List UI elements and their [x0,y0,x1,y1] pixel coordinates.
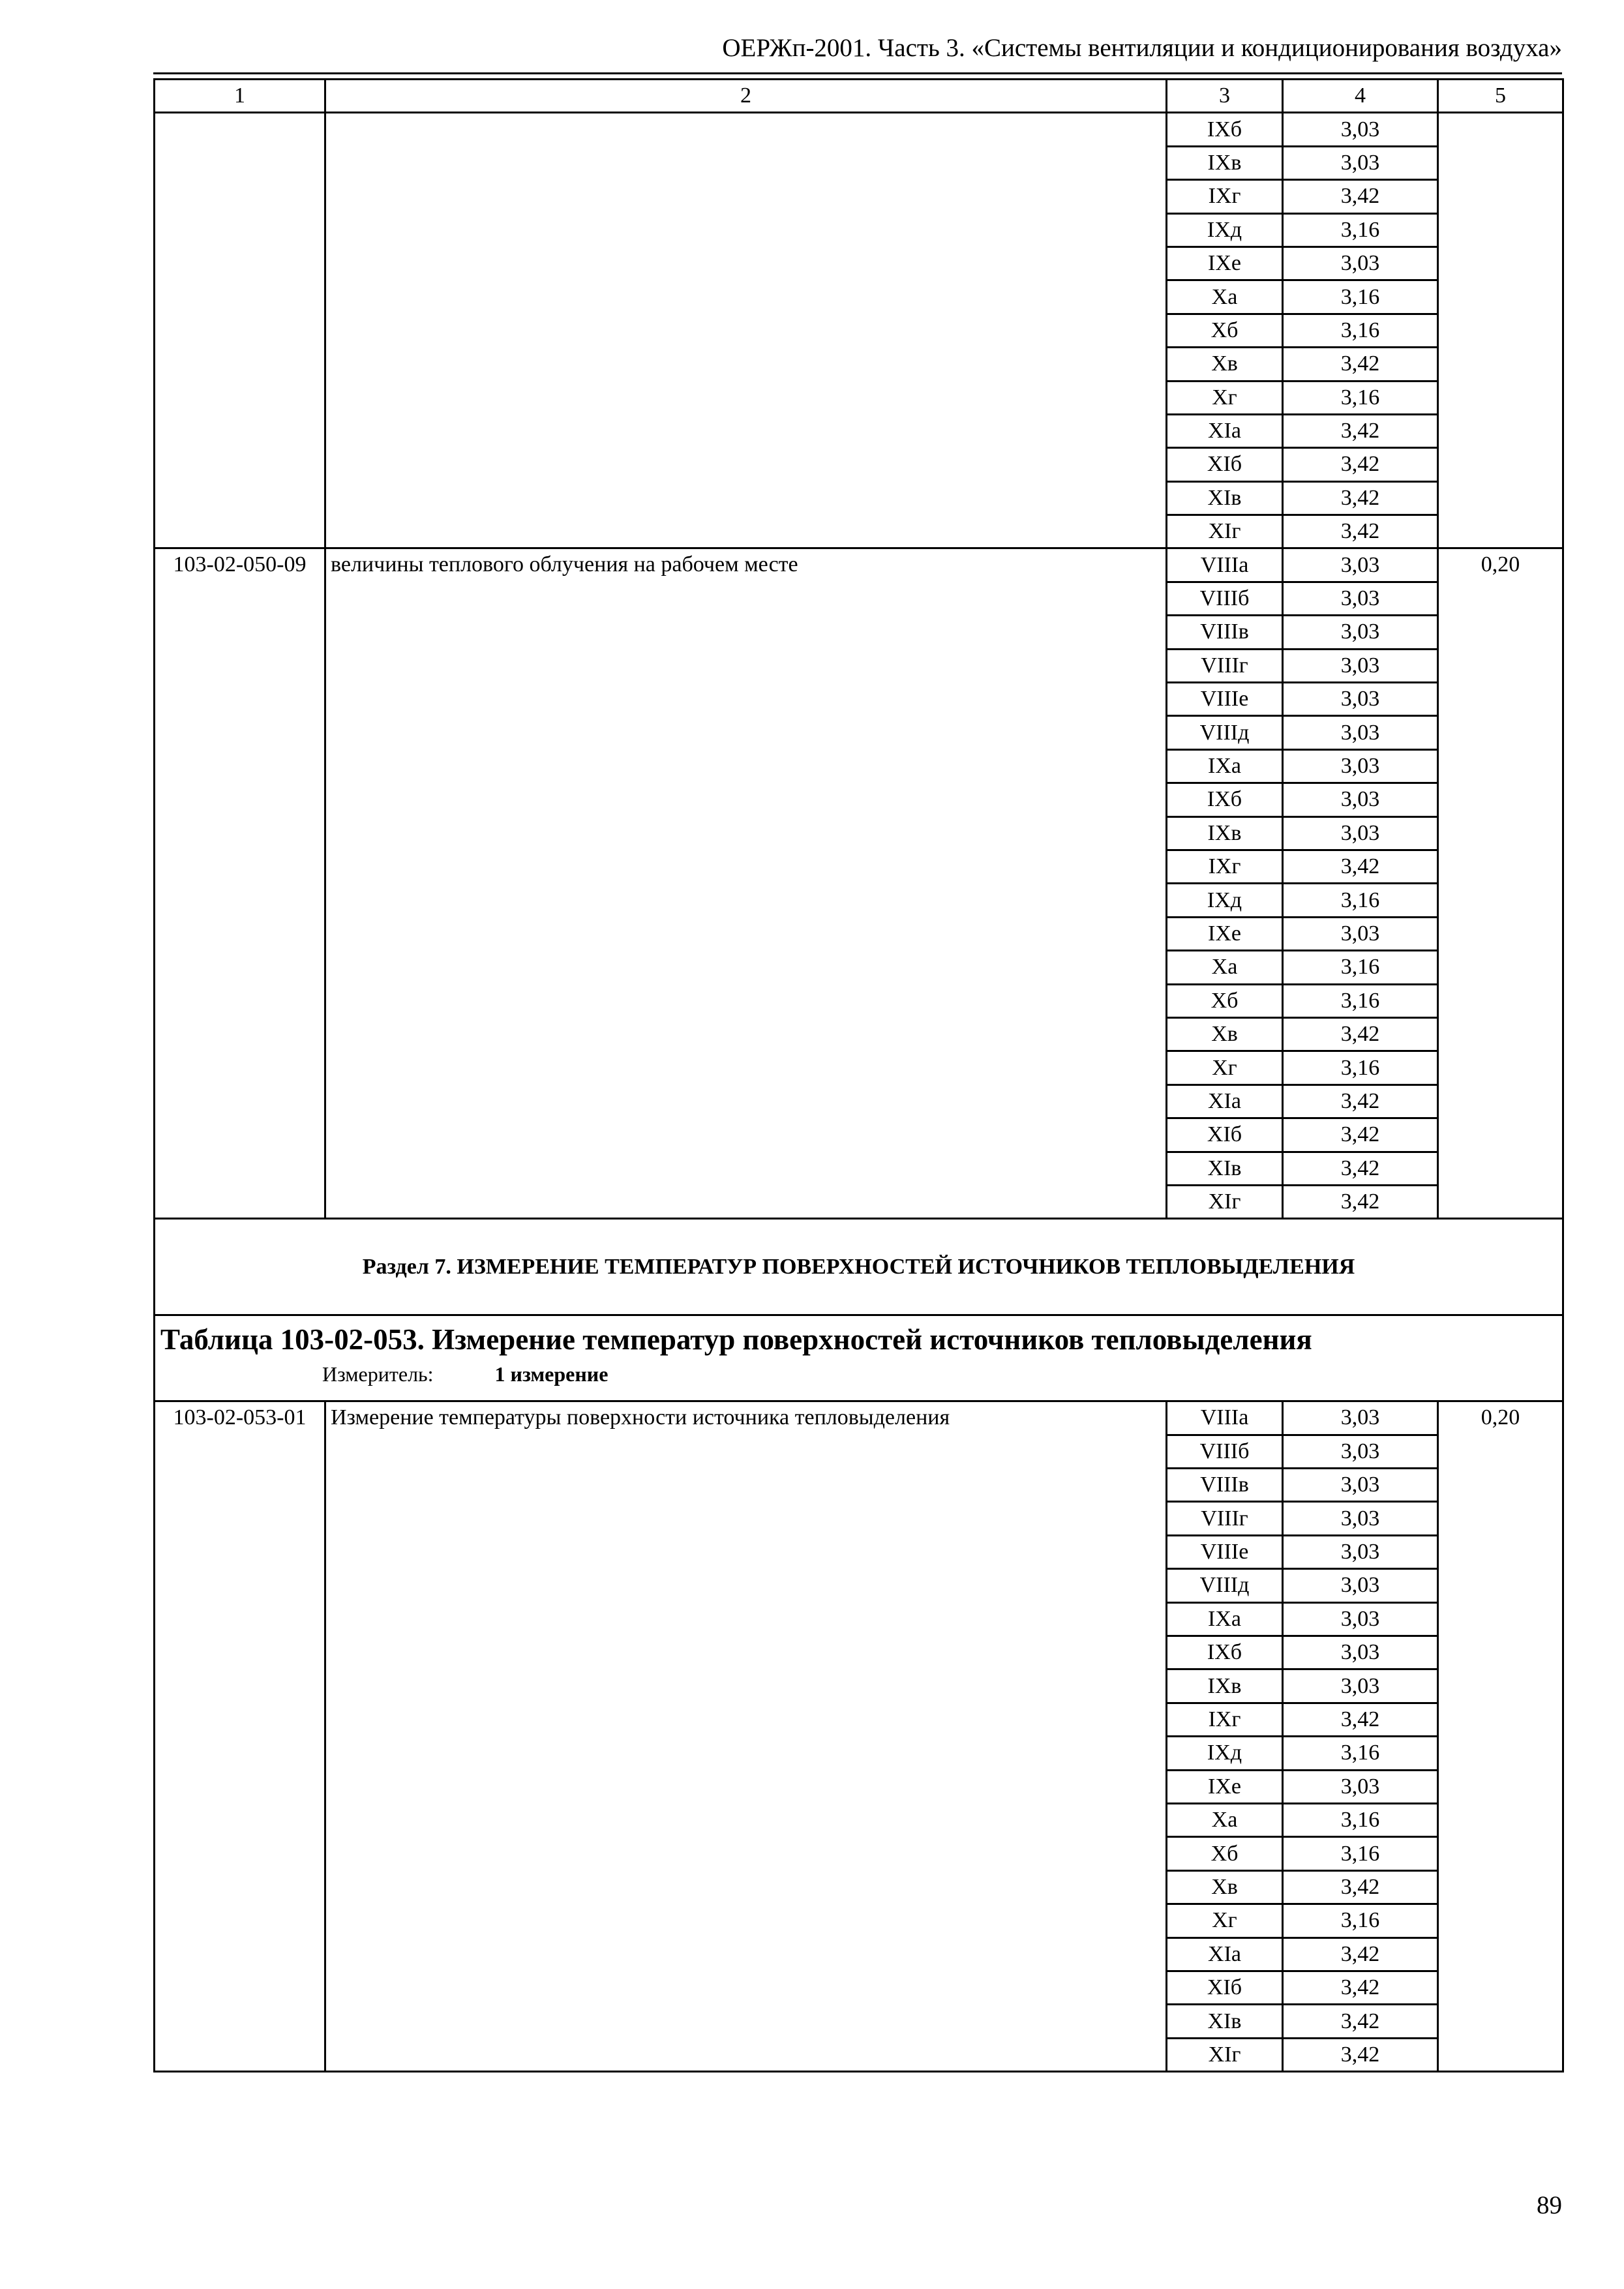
coefficient-cell: 3,42 [1283,1937,1438,1971]
coefficient-cell: 3,42 [1283,1017,1438,1051]
coefficient-cell: 3,03 [1283,1770,1438,1803]
coefficient-cell: 3,16 [1283,213,1438,247]
coefficient-cell: 3,42 [1283,348,1438,381]
work-name [325,113,1167,548]
coefficient-cell: 3,03 [1283,1602,1438,1636]
rate-code [155,113,325,548]
category-cell: VIIIд [1167,716,1283,749]
column-number: 1 [155,80,325,113]
coefficient-cell: 3,16 [1283,280,1438,314]
category-cell: IXа [1167,749,1283,783]
coefficient-cell: 3,42 [1283,2038,1438,2071]
category-cell: Xб [1167,1837,1283,1870]
category-cell: VIIIг [1167,1502,1283,1535]
coefficient-cell: 3,03 [1283,683,1438,716]
coefficient-cell: 3,03 [1283,1502,1438,1535]
coefficient-cell: 3,03 [1283,1636,1438,1669]
coefficient-cell: 3,42 [1283,1971,1438,2004]
section-title: Раздел 7. ИЗМЕРЕНИЕ ТЕМПЕРАТУР ПОВЕРХНОСТЕЙ ИСТОЧНИКОВ ТЕПЛОВЫДЕЛЕНИЯ [155,1219,1563,1315]
measure-label: Измеритель: [322,1362,434,1386]
category-cell: Xв [1167,348,1283,381]
coefficient-cell: 3,42 [1283,2005,1438,2038]
category-cell: XIг [1167,1185,1283,1218]
coefficient-cell: 3,03 [1283,783,1438,816]
coefficient-cell: 3,42 [1283,448,1438,481]
coefficient-cell: 3,03 [1283,113,1438,146]
category-cell: IXг [1167,1703,1283,1736]
coefficient-cell: 3,16 [1283,1051,1438,1085]
coefficient-cell: 3,42 [1283,414,1438,447]
category-cell: VIIIд [1167,1569,1283,1602]
category-cell: VIIIб [1167,1435,1283,1468]
table-title: Таблица 103-02-053. Измерение температур поверхностей источников тепловыделения [160,1323,1312,1356]
table-heading-row [155,1315,1563,1401]
coefficient-cell: 3,16 [1283,984,1438,1017]
unit-value: 0,20 [1438,548,1563,1219]
column-number: 2 [325,80,1167,113]
category-cell: VIIIа [1167,1401,1283,1435]
category-cell: IXв [1167,146,1283,179]
category-cell: VIIIв [1167,616,1283,649]
page-header-title: ОЕРЖп-2001. Часть 3. «Системы вентиляции и кондиционирования воздуха» [722,34,1562,62]
category-cell: IXб [1167,783,1283,816]
coefficient-cell: 3,42 [1283,1870,1438,1904]
coefficient-cell: 3,16 [1283,951,1438,984]
category-cell: Xб [1167,314,1283,347]
category-cell: Xг [1167,1904,1283,1937]
category-cell: IXд [1167,884,1283,917]
category-cell: Xа [1167,1803,1283,1836]
coefficient-cell: 3,03 [1283,917,1438,950]
unit-value: 0,20 [1438,1401,1563,2072]
coefficient-cell: 3,42 [1283,1152,1438,1185]
rate-code: 103-02-050-09 [155,548,325,1219]
category-cell: Xг [1167,1051,1283,1085]
category-cell: IXд [1167,213,1283,247]
table-heading [155,1315,1563,1401]
coefficient-cell: 3,16 [1283,381,1438,414]
category-cell: Xа [1167,951,1283,984]
coefficient-cell: 3,42 [1283,1703,1438,1736]
coefficient-cell: 3,42 [1283,515,1438,548]
coefficient-cell: 3,03 [1283,616,1438,649]
coefficient-cell: 3,03 [1283,582,1438,615]
table-row [155,548,1563,582]
table-row [155,113,1563,146]
category-cell: IXд [1167,1737,1283,1770]
category-cell: IXв [1167,816,1283,850]
category-cell: XIа [1167,414,1283,447]
work-name: Измерение температуры поверхности источника тепловыделения [325,1401,1167,2072]
coefficient-cell: 3,42 [1283,1085,1438,1118]
category-cell: Xв [1167,1870,1283,1904]
coefficient-cell: 3,42 [1283,481,1438,515]
category-cell: XIг [1167,2038,1283,2071]
coefficient-cell: 3,16 [1283,1904,1438,1937]
category-cell: XIв [1167,481,1283,515]
category-cell: XIв [1167,1152,1283,1185]
coefficient-cell: 3,16 [1283,1837,1438,1870]
category-cell: XIг [1167,515,1283,548]
rates-table [153,78,1564,2072]
page-number: 89 [1537,2191,1562,2219]
category-cell: IXб [1167,1636,1283,1669]
table-row [155,1401,1563,1435]
coefficient-cell: 3,16 [1283,1737,1438,1770]
coefficient-cell: 3,03 [1283,749,1438,783]
category-cell: Xб [1167,984,1283,1017]
category-cell: IXб [1167,113,1283,146]
category-cell: XIа [1167,1937,1283,1971]
coefficient-cell: 3,03 [1283,649,1438,682]
coefficient-cell: 3,42 [1283,1185,1438,1218]
header-rule [153,72,1562,74]
category-cell: XIа [1167,1085,1283,1118]
category-cell: IXг [1167,850,1283,883]
category-cell: IXа [1167,1602,1283,1636]
coefficient-cell: 3,42 [1283,850,1438,883]
coefficient-cell: 3,42 [1283,180,1438,213]
unit-value [1438,113,1563,548]
coefficient-cell: 3,16 [1283,1803,1438,1836]
coefficient-cell: 3,03 [1283,1435,1438,1468]
coefficient-cell: 3,03 [1283,1669,1438,1703]
coefficient-cell: 3,03 [1283,1535,1438,1568]
category-cell: VIIIг [1167,649,1283,682]
measure-value: 1 измерение [494,1362,609,1386]
coefficient-cell: 3,16 [1283,314,1438,347]
rate-code: 103-02-053-01 [155,1401,325,2072]
section-row [155,1219,1563,1315]
column-number-row [155,80,1563,113]
category-cell: XIв [1167,2005,1283,2038]
category-cell: VIIIе [1167,1535,1283,1568]
category-cell: VIIIб [1167,582,1283,615]
category-cell: Xг [1167,381,1283,414]
coefficient-cell: 3,03 [1283,247,1438,280]
category-cell: IXе [1167,247,1283,280]
work-name: величины теплового облучения на рабочем месте [325,548,1167,1219]
category-cell: VIIIе [1167,683,1283,716]
category-cell: IXе [1167,917,1283,950]
coefficient-cell: 3,03 [1283,146,1438,179]
category-cell: Xа [1167,280,1283,314]
coefficient-cell: 3,03 [1283,1569,1438,1602]
category-cell: XIб [1167,1118,1283,1152]
column-number: 5 [1438,80,1563,113]
category-cell: VIIIв [1167,1469,1283,1502]
category-cell: IXг [1167,180,1283,213]
category-cell: Xв [1167,1017,1283,1051]
coefficient-cell: 3,03 [1283,1401,1438,1435]
coefficient-cell: 3,42 [1283,1118,1438,1152]
coefficient-cell: 3,03 [1283,816,1438,850]
coefficient-cell: 3,03 [1283,548,1438,582]
coefficient-cell: 3,03 [1283,716,1438,749]
category-cell: XIб [1167,448,1283,481]
coefficient-cell: 3,03 [1283,1469,1438,1502]
category-cell: IXв [1167,1669,1283,1703]
category-cell: IXе [1167,1770,1283,1803]
category-cell: VIIIа [1167,548,1283,582]
measure-line [322,1364,1562,1384]
category-cell: XIб [1167,1971,1283,2004]
coefficient-cell: 3,16 [1283,884,1438,917]
column-number: 4 [1283,80,1438,113]
column-number: 3 [1167,80,1283,113]
